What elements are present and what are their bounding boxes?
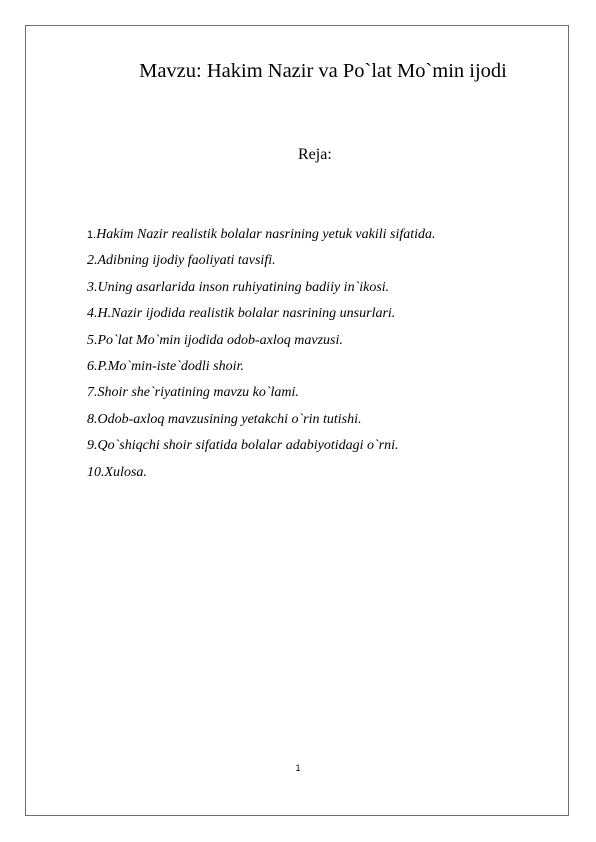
plan-item-text: Uning asarlarida inson ruhiyatining badiiy in`ikosi. (97, 279, 390, 295)
plan-item (87, 222, 436, 248)
plan-item (87, 460, 436, 486)
plan-item-text: Shoir she`riyatining mavzu ko`lami. (97, 385, 299, 401)
plan-heading: Reja: (298, 146, 332, 163)
plan-item (87, 248, 436, 274)
plan-item-number: 1. (87, 229, 97, 241)
plan-item (87, 380, 436, 406)
plan-item (87, 328, 436, 354)
document-title: Mavzu: Hakim Nazir va Po`lat Mo`min ijodi (139, 60, 507, 82)
plan-item-text: Odob-axloq mavzusining yetakchi o`rin tutishi. (97, 411, 362, 427)
plan-item-text: Xulosa. (104, 464, 147, 480)
plan-item-number: 3. (87, 279, 98, 295)
plan-item (87, 301, 436, 327)
page-number: 1 (295, 763, 301, 773)
plan-item (87, 354, 436, 380)
plan-item-number: 9. (87, 438, 98, 454)
plan-item-text: Po`lat Mo`min ijodida odob-axloq mavzusi. (97, 332, 343, 348)
plan-item-text: Qo`shiqchi shoir sifatida bolalar adabiyotidagi o`rni. (97, 438, 399, 454)
plan-item-text: Adibning ijodiy faoliyati tavsifi. (97, 253, 276, 269)
plan-item (87, 407, 436, 433)
plan-item (87, 275, 436, 301)
plan-item-number: 8. (87, 411, 98, 427)
plan-item-number: 2. (87, 253, 98, 269)
plan-item-number: 5. (87, 332, 98, 348)
plan-item-number: 7. (87, 385, 98, 401)
plan-item-number: 6. (87, 358, 98, 374)
plan-item-text: H.Nazir ijodida realistik bolalar nasrining unsurlari. (97, 306, 396, 322)
plan-list (87, 222, 436, 486)
plan-item-text: P.Mo`min-iste`dodli shoir. (97, 358, 244, 374)
plan-item-number: 10. (87, 464, 105, 480)
plan-item-text: Hakim Nazir realistik bolalar nasrining yetuk vakili sifatida. (96, 227, 436, 242)
plan-item-number: 4. (87, 306, 98, 322)
plan-item (87, 433, 436, 459)
